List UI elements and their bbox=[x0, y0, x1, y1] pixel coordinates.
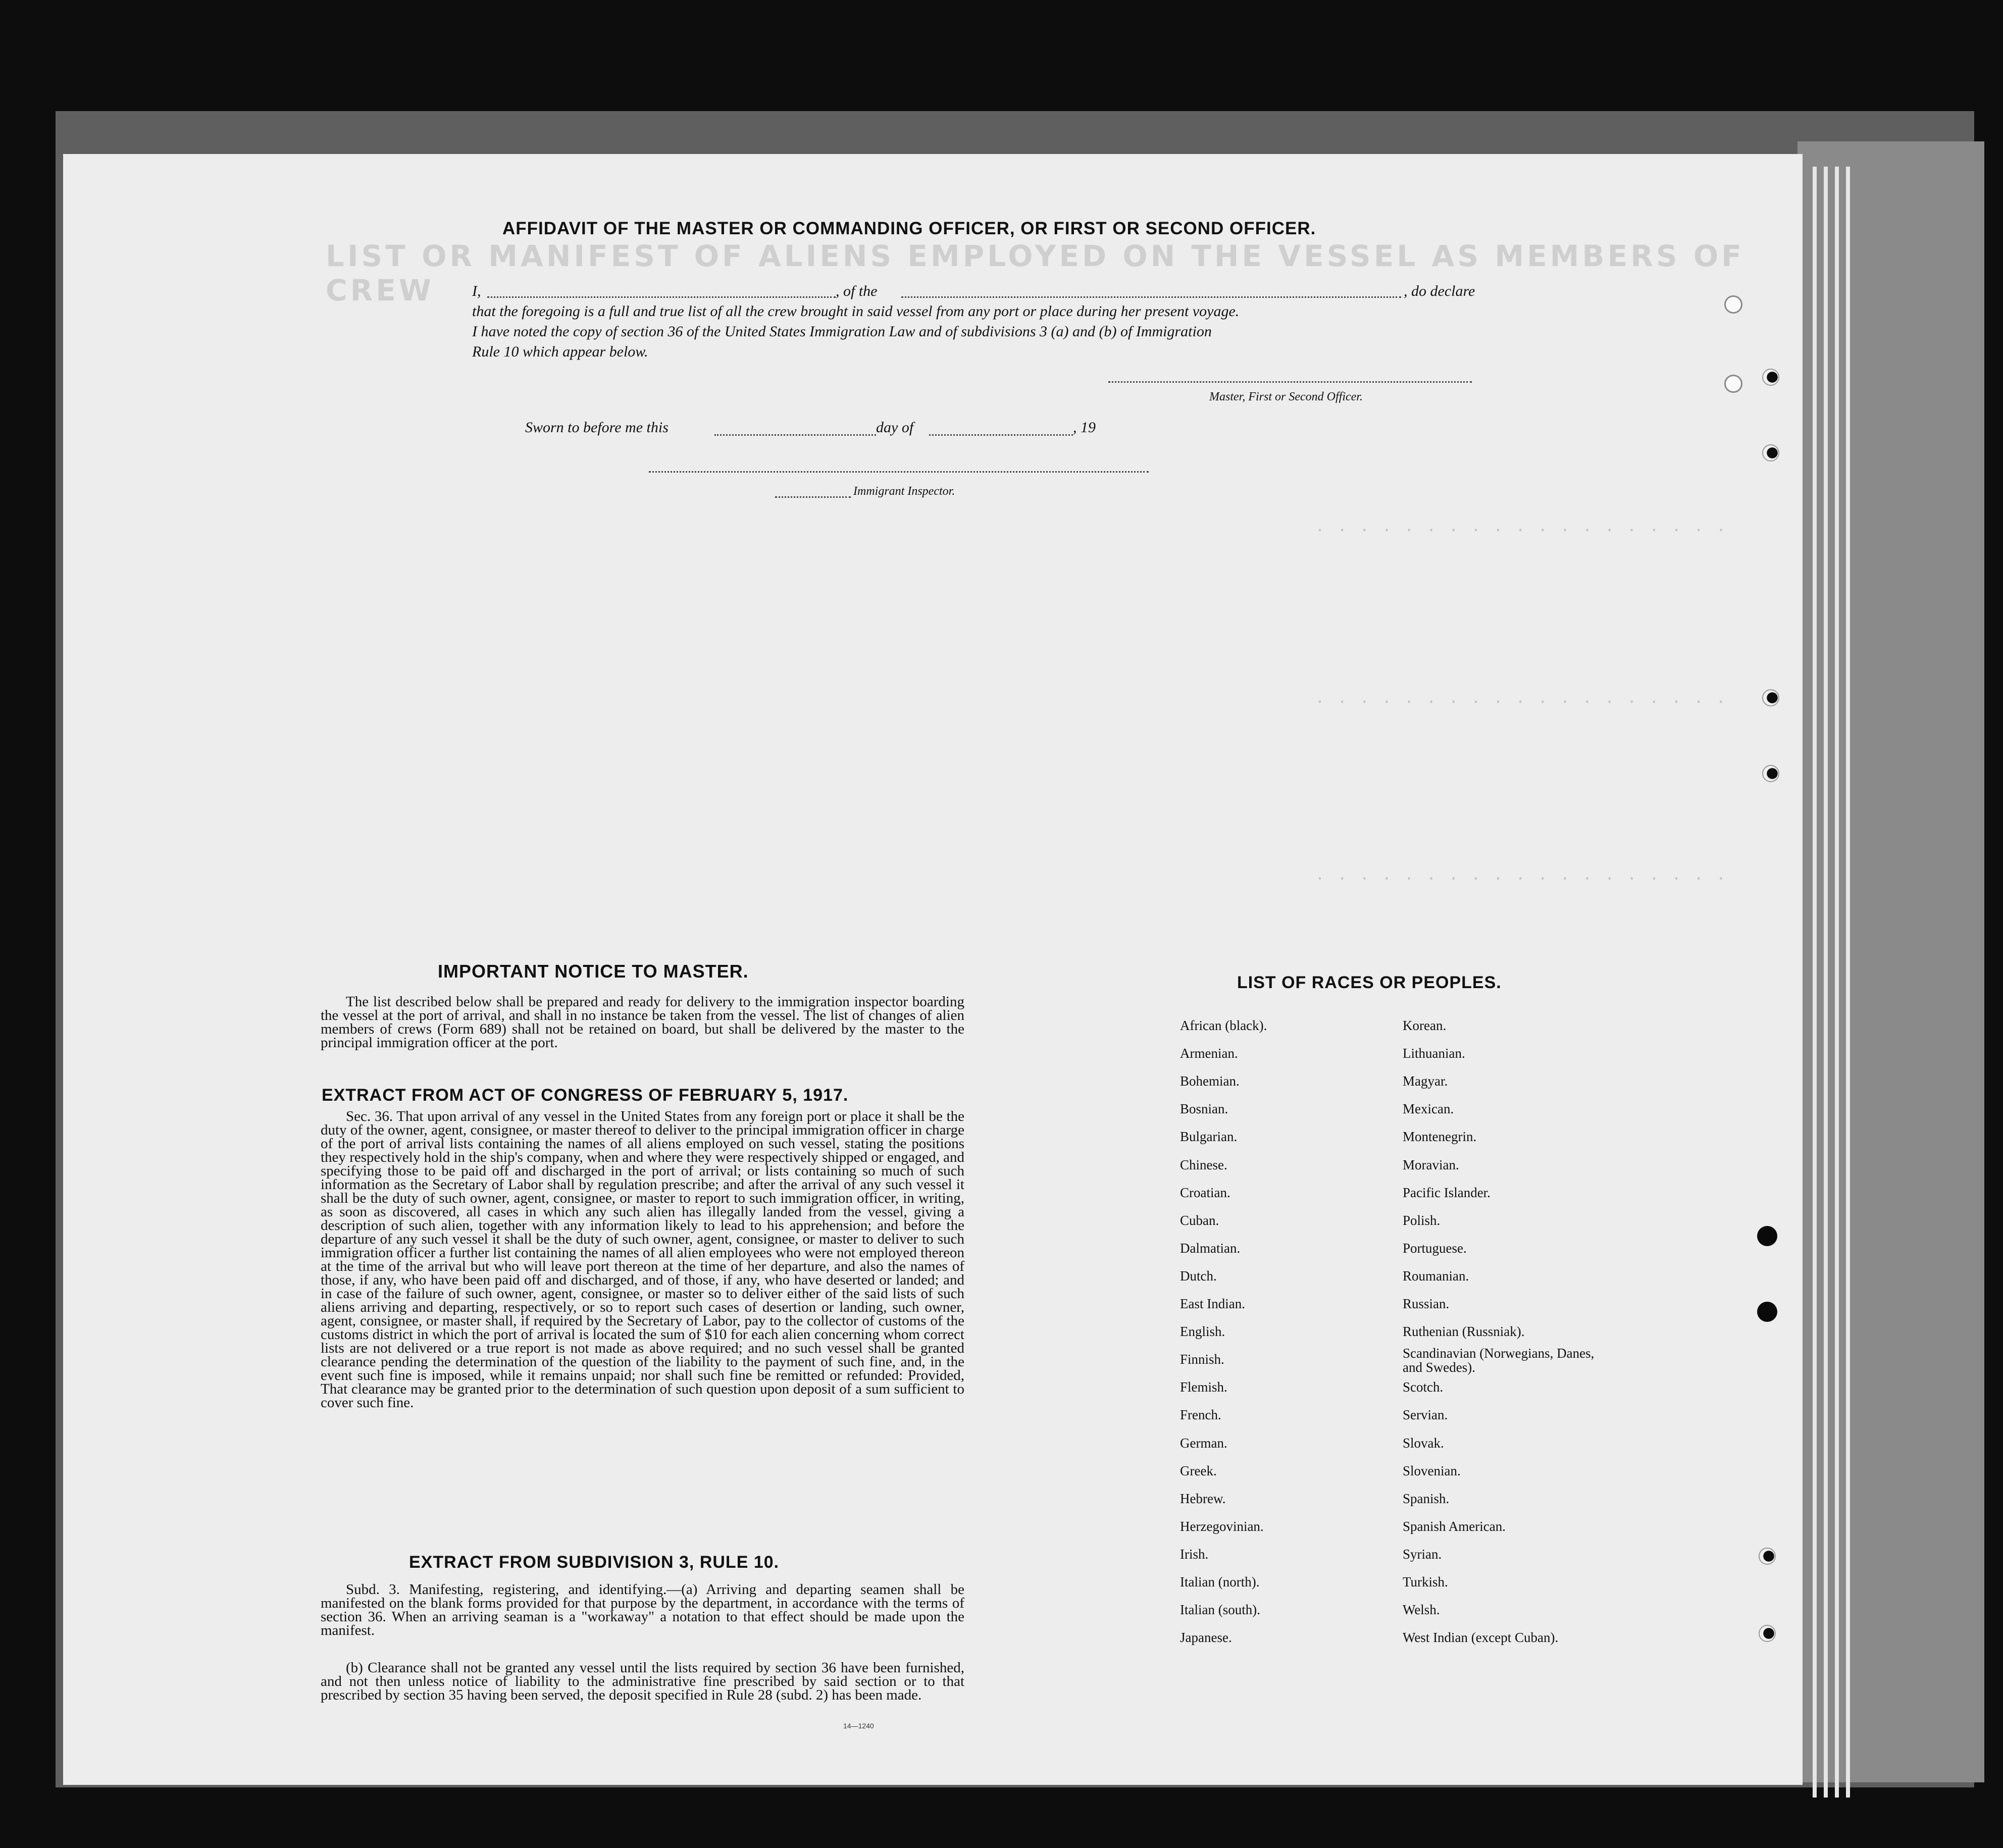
race-item: Spanish American. bbox=[1403, 1518, 1506, 1534]
race-item: English. bbox=[1180, 1324, 1225, 1340]
race-item: Hebrew. bbox=[1180, 1491, 1226, 1506]
signature-caption: Master, First or Second Officer. bbox=[1209, 390, 1363, 403]
race-item: Ruthenian (Russniak). bbox=[1403, 1324, 1525, 1340]
race-item: Korean. bbox=[1403, 1018, 1447, 1033]
sworn-day-text: day of bbox=[876, 419, 914, 436]
race-item: Montenegrin. bbox=[1403, 1129, 1477, 1145]
race-item: West Indian (except Cuban). bbox=[1403, 1630, 1559, 1646]
race-item: Scotch. bbox=[1403, 1379, 1444, 1395]
affidavit-line1-start: I, bbox=[472, 283, 481, 299]
race-item: Servian. bbox=[1403, 1407, 1448, 1423]
race-item: Pacific Islander. bbox=[1403, 1185, 1491, 1200]
race-item: Dutch. bbox=[1180, 1268, 1217, 1284]
punch-hole bbox=[1762, 689, 1779, 706]
extract-rule-text-a: Subd. 3. Manifesting, registering, and identifying.—(a) Arriving and departing seamen shall be manifested on the blank forms provided for that purpose by the department, in accordance with the terms of section 36. When an arriving seaman is a "workaway" a notation to that effect should be made upon the manifest. bbox=[321, 1581, 964, 1638]
page-edge bbox=[1824, 167, 1828, 1798]
races-title: LIST OF RACES OR PEOPLES. bbox=[1237, 973, 1502, 992]
race-item: Slovenian. bbox=[1403, 1463, 1461, 1478]
race-item: Flemish. bbox=[1180, 1379, 1227, 1395]
signature-blank bbox=[1108, 381, 1472, 383]
race-item: Dalmatian. bbox=[1180, 1240, 1241, 1256]
race-item: Turkish. bbox=[1403, 1574, 1448, 1589]
race-item: Syrian. bbox=[1403, 1546, 1442, 1562]
extract-act-text: Sec. 36. That upon arrival of any vessel in the United States from any foreign port or place it shall be the duty of the owner, agent, consignee, or master thereof to deliver to the principal immigration officer in charge of the port of arrival lists containing the names of all aliens employed on such vessel, stating the positions they respectively hold in the ship's company, when and where they were respectively shipped or engaged, and specifying those to be paid off and discharged in the port of arrival; or lists containing so much of such information as the Secretary of Labor shall by regulation prescribe; and after the arrival of any such vessel it shall be the duty of such owner, agent, consignee, or master to report to such immigration officer, in writing, as soon as discovered, all cases in which any such alien has illegally landed from the vessel, giving a description of such alien, together with any information likely to lead to his apprehension; and before the departure of any such vessel it shall be the duty of such owner, agent, consignee, or master to deliver to such immigration officer a further list containing the names of all alien employees who were not employed thereon at the time of the arrival but who will leave port thereon at the time of her departure, and also the names of those, if any, who have been paid off and discharged, and of those, if any, who have deserted or landed; and in case of the failure of such owner, agent, consignee, or master so to deliver either of the said lists of such aliens arriving and departing, respectively, or so to report such cases of desertion or landing, such owner, agent, consignee, or master shall, if required by the Secretary of Labor, pay to the collector of customs of the customs district in which the port of arrival is located the sum of $10 for each alien concerning whom correct lists are not delivered or a true report is not made as above required; and no such vessel shall be granted clearance pending the determination of the question of the liability to the payment of such fine, and, in the event such fine is imposed, while it remains unpaid; nor shall such fine be remitted or refunded: Provided, That clearance may be granted prior to the determination of such question upon deposit of a sum sufficient to cover such fine. bbox=[321, 1108, 964, 1411]
day-blank bbox=[714, 434, 876, 436]
affidavit-line3: I have noted the copy of section 36 of the United States Immigration Law and of subdivisions 3 (a) and (b) of Immigration bbox=[472, 323, 1212, 340]
page-edge bbox=[1835, 167, 1839, 1798]
page-edge bbox=[1813, 167, 1817, 1798]
sworn-text: Sworn to before me this bbox=[525, 419, 669, 436]
name-blank bbox=[487, 296, 836, 298]
race-item: Welsh. bbox=[1403, 1602, 1440, 1618]
race-item: Armenian. bbox=[1180, 1046, 1238, 1061]
race-item: Magyar. bbox=[1403, 1073, 1448, 1089]
race-item: Polish. bbox=[1403, 1212, 1441, 1228]
race-item: Spanish. bbox=[1403, 1491, 1450, 1506]
race-item: Roumanian. bbox=[1403, 1268, 1469, 1284]
race-item: Russian. bbox=[1403, 1296, 1450, 1311]
bleed-through-text: . . . . . . . . . . . . . . . . . . . bbox=[1315, 866, 1728, 884]
affidavit-line1-end: , do declare bbox=[1404, 283, 1475, 299]
bleed-through-title: LIST OR MANIFEST OF ALIENS EMPLOYED ON THE VESSEL AS MEMBERS OF CREW bbox=[326, 239, 1744, 307]
vessel-blank bbox=[901, 296, 1401, 298]
affidavit-line2: that the foregoing is a full and true list of all the crew brought in said vessel from any port or place during her present voyage. bbox=[472, 303, 1240, 320]
document-page bbox=[63, 154, 1803, 1785]
race-item: Moravian. bbox=[1403, 1157, 1459, 1172]
punch-hole bbox=[1757, 1302, 1777, 1322]
race-item: Portuguese. bbox=[1403, 1240, 1467, 1256]
race-item: French. bbox=[1180, 1407, 1221, 1423]
notice-title: IMPORTANT NOTICE TO MASTER. bbox=[438, 961, 749, 982]
race-item: Lithuanian. bbox=[1403, 1046, 1465, 1061]
notice-text: The list described below shall be prepared and ready for delivery to the immigration inspector boarding the vessel at the port of arrival, and shall in no instance be taken from the vessel. The list of changes of alien members of crews (Form 689) shall not be retained on board, but shall be delivered by the master to the principal immigration officer at the port. bbox=[321, 994, 964, 1051]
page-edge bbox=[1846, 167, 1850, 1798]
race-item: German. bbox=[1180, 1435, 1227, 1451]
punch-hole bbox=[1759, 1625, 1776, 1642]
punch-hole bbox=[1762, 444, 1779, 461]
bleed-through-text: . . . . . . . . . . . . . . . . . . . bbox=[1315, 689, 1728, 707]
punch-hole bbox=[1724, 375, 1742, 393]
punch-hole bbox=[1759, 1548, 1776, 1565]
race-item: Bosnian. bbox=[1180, 1101, 1228, 1117]
affidavit-line4: Rule 10 which appear below. bbox=[472, 343, 648, 360]
race-item: Irish. bbox=[1180, 1546, 1209, 1562]
punch-hole bbox=[1757, 1226, 1777, 1246]
affidavit-title: AFFIDAVIT OF THE MASTER OR COMMANDING OFFICER, OR FIRST OR SECOND OFFICER. bbox=[502, 219, 1316, 238]
race-item: Herzegovinian. bbox=[1180, 1518, 1264, 1534]
race-item: Italian (south). bbox=[1180, 1602, 1260, 1618]
extract-act-title: EXTRACT FROM ACT OF CONGRESS OF FEBRUARY 5, 1917. bbox=[322, 1086, 849, 1105]
race-item: Mexican. bbox=[1403, 1101, 1454, 1117]
race-item: Bohemian. bbox=[1180, 1073, 1240, 1089]
extract-rule-text-b: (b) Clearance shall not be granted any vessel until the lists required by section 36 have been furnished, and not then unless notice of liability to the administrative fine prescribed by said section or to that prescribed by section 35 having been served, the deposit specified in Rule 28 (subd. 2) has been made. bbox=[321, 1660, 964, 1703]
race-item: Greek. bbox=[1180, 1463, 1217, 1478]
punch-hole bbox=[1724, 295, 1742, 314]
form-number: 14—1240 bbox=[843, 1722, 874, 1730]
inspector-short-blank bbox=[775, 496, 851, 498]
bleed-through-text: . . . . . . . . . . . . . . . . . . . bbox=[1315, 518, 1728, 535]
race-item: Italian (north). bbox=[1180, 1574, 1260, 1589]
month-blank bbox=[929, 434, 1073, 436]
race-item: East Indian. bbox=[1180, 1296, 1245, 1311]
extract-rule-title: EXTRACT FROM SUBDIVISION 3, RULE 10. bbox=[409, 1553, 780, 1572]
race-item: Cuban. bbox=[1180, 1212, 1219, 1228]
punch-hole bbox=[1762, 369, 1779, 386]
inspector-caption: Immigrant Inspector. bbox=[853, 485, 955, 498]
race-item: Japanese. bbox=[1180, 1630, 1232, 1646]
punch-hole bbox=[1762, 765, 1779, 782]
sworn-year-text: , 19 bbox=[1073, 419, 1096, 436]
race-item: Bulgarian. bbox=[1180, 1129, 1238, 1145]
race-item: Finnish. bbox=[1180, 1352, 1224, 1367]
race-item: Slovak. bbox=[1403, 1435, 1444, 1451]
race-item: Croatian. bbox=[1180, 1185, 1230, 1200]
race-item: Chinese. bbox=[1180, 1157, 1227, 1172]
inspector-signature-blank bbox=[649, 471, 1149, 473]
affidavit-line1-mid: , of the bbox=[836, 283, 878, 299]
race-item: Scandinavian (Norwegians, Danes, and Swedes). bbox=[1403, 1346, 1595, 1375]
race-item: African (black). bbox=[1180, 1018, 1267, 1033]
